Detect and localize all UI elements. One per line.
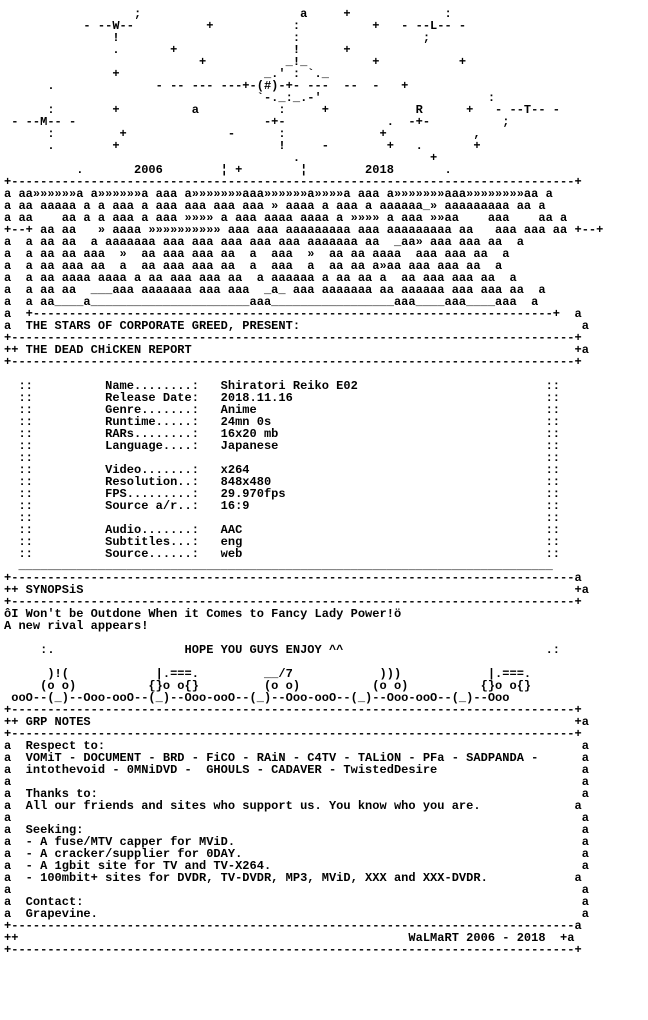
nfo-line: + _.' : `._ xyxy=(4,67,329,81)
nfo-line: )!( |.===. __/7 ))) |.===. xyxy=(4,667,532,681)
nfo-line: a Seeking: a xyxy=(4,823,589,837)
nfo-line: :: Video.......: x264 :: xyxy=(4,463,561,477)
nfo-line: :: :: xyxy=(4,451,561,465)
nfo-line: :: Source a/r..: 16:9 :: xyxy=(4,499,561,513)
nfo-line: +------------------------------------------------------------------------------+ xyxy=(4,175,582,189)
nfo-line: __________________________________________________________________________ xyxy=(4,559,553,573)
nfo-line: a a aa aa ___aaa aaaaaaa aaa aaa _a_ aaa aaaaaaa aa aaaaaa aaa aaa aa a xyxy=(4,283,546,297)
nfo-line: . + xyxy=(4,151,438,165)
nfo-line: +------------------------------------------------------------------------------+ xyxy=(4,943,582,957)
nfo-line: :: :: xyxy=(4,511,561,525)
nfo-line: :: Genre.......: Anime :: xyxy=(4,403,561,417)
nfo-line: + _!_ + + xyxy=(4,55,467,69)
nfo-line: ooO--(_)--Ooo-ooO--(_)--Ooo-ooO--(_)--Ooo-ooO--(_)--Ooo-ooO--(_)--Ooo xyxy=(4,691,510,705)
nfo-line: :: Runtime.....: 24mn 0s :: xyxy=(4,415,561,429)
nfo-line: ++ SYNOPSiS +a xyxy=(4,583,589,597)
nfo-line: a - A 1gbit site for TV and TV-X264. a xyxy=(4,859,589,873)
nfo-line: ôI Won't be Outdone When it Comes to Fancy Lady Power!ö xyxy=(4,607,402,621)
nfo-line: a aa»»»»»»a a»»»»»»a aaa a»»»»»»»aaa»»»»»»a»»»»a aaa a»»»»»»»aaa»»»»»»»»aa a xyxy=(4,187,553,201)
nfo-line: :. HOPE YOU GUYS ENJOY ^^ .: xyxy=(4,643,561,657)
nfo-line: ! : ; xyxy=(4,31,431,45)
nfo-line: a intothevoid - 0MNiDVD - GHOULS - CADAVER - TwistedDesire a xyxy=(4,763,589,777)
nfo-line: a THE STARS OF CORPORATE GREED, PRESENT: a xyxy=(4,319,589,333)
nfo-line: :: Source......: web :: xyxy=(4,547,561,561)
nfo-line: +------------------------------------------------------------------------------+ xyxy=(4,595,582,609)
nfo-line: a Grapevine. a xyxy=(4,907,589,921)
nfo-line: . + ! + xyxy=(4,43,351,57)
nfo-line: a - 100mbit+ sites for DVDR, TV-DVDR, MP3, MViD, XXX and XXX-DVDR. a xyxy=(4,871,582,885)
nfo-line: A new rival appears! xyxy=(4,619,149,633)
nfo-line: . - -- --- ---+-(#)-+- --- -- - + xyxy=(4,79,409,93)
nfo-line: :: Release Date: 2018.11.16 :: xyxy=(4,391,561,405)
nfo-line: +------------------------------------------------------------------------------a xyxy=(4,571,582,585)
nfo-line: a Respect to: a xyxy=(4,739,589,753)
nfo-line: ; a + : xyxy=(4,7,452,21)
nfo-line: - --M-- - -+- . -+- ; xyxy=(4,115,510,129)
nfo-line: a VOMiT - DOCUMENT - BRD - FiCO - RAiN - C4TV - TALiON - PFa - SADPANDA - a xyxy=(4,751,589,765)
nfo-line: :: Audio.......: AAC :: xyxy=(4,523,561,537)
nfo-line: a - A cracker/supplier for 0DAY. a xyxy=(4,847,589,861)
nfo-line: ++ WaLMaRT 2006 - 2018 +a xyxy=(4,931,575,945)
nfo-line: a a aa aa a aaaaaaa aaa aaa aaa aaa aaa aaaaaaa aa _aa» aaa aaa aa a xyxy=(4,235,524,249)
nfo-line: - --W-- + : + - --L-- - xyxy=(4,19,467,33)
nfo-line: a a xyxy=(4,883,589,897)
nfo-line: a a aa aa aaa » aa aaa aaa aa a aaa » aa aa aaaa aaa aaa aa a xyxy=(4,247,510,261)
nfo-line: :: RARs........: 16x20 mb :: xyxy=(4,427,561,441)
nfo-line: a Thanks to: a xyxy=(4,787,589,801)
nfo-line: ++ GRP NOTES +a xyxy=(4,715,589,729)
nfo-line: +------------------------------------------------------------------------------+ xyxy=(4,331,582,345)
nfo-line: +------------------------------------------------------------------------------+ xyxy=(4,355,582,369)
nfo-line: :: Resolution..: 848x480 :: xyxy=(4,475,561,489)
nfo-document xyxy=(4,8,603,956)
nfo-line: a a aa aaa aa a aa aaa aaa aa a aaa a aa aa a»aa aaa aaa aa a xyxy=(4,259,503,273)
nfo-line: . 2006 ¦ + ¦ 2018 . xyxy=(4,163,452,177)
nfo-line: ++ THE DEAD CHiCKEN REPORT +a xyxy=(4,343,589,357)
nfo-line: :: Language....: Japanese :: xyxy=(4,439,561,453)
nfo-line: a a xyxy=(4,811,589,825)
nfo-line: +------------------------------------------------------------------------------a xyxy=(4,919,582,933)
nfo-line: a aa aa a a aaa a aaa »»»» a aaa aaaa aaaa a »»»» a aaa »»aa aaa aa a xyxy=(4,211,568,225)
nfo-line: a +------------------------------------------------------------------------+ a xyxy=(4,307,582,321)
nfo-line: a aa aaaaa a a aaa a aaa aaa aaa aaa » aaaa a aaa a aaaaaa_» aaaaaaaaa aa a xyxy=(4,199,546,213)
nfo-line: :: FPS.........: 29.970fps :: xyxy=(4,487,561,501)
nfo-line: : + - : + , xyxy=(4,127,481,141)
nfo-line: a a aa aaaa aaaa a aa aaa aaa aa a aaaaaa a aa aa a aa aaa aaa aa a xyxy=(4,271,517,285)
nfo-line: +------------------------------------------------------------------------------+ xyxy=(4,703,582,717)
nfo-line: a All our friends and sites who support us. You know who you are. a xyxy=(4,799,582,813)
nfo-line: a - A fuse/MTV capper for MViD. a xyxy=(4,835,589,849)
nfo-line: a a aa____a______________________aaa_________________aaa____aaa____aaa a xyxy=(4,295,539,309)
nfo-line: :: Subtitles...: eng :: xyxy=(4,535,561,549)
nfo-line: a Contact: a xyxy=(4,895,589,909)
nfo-line: (o o) {}o o{} (o o) (o o) {}o o{} xyxy=(4,679,532,693)
nfo-line: `-._:_.-' : xyxy=(4,91,496,105)
nfo-line: :: Name........: Shiratori Reiko E02 :: xyxy=(4,379,561,393)
nfo-line: . + ! - + . + xyxy=(4,139,481,153)
nfo-line: : + a : + R + - --T-- - xyxy=(4,103,561,117)
nfo-line: +--+ aa aa » aaaa »»»»»»»»»» aaa aaa aaaaaaaaa aaa aaaaaaaaa aa aaa aaa aa +--+ xyxy=(4,223,604,237)
nfo-line: a a xyxy=(4,775,589,789)
nfo-line: +------------------------------------------------------------------------------+ xyxy=(4,727,582,741)
